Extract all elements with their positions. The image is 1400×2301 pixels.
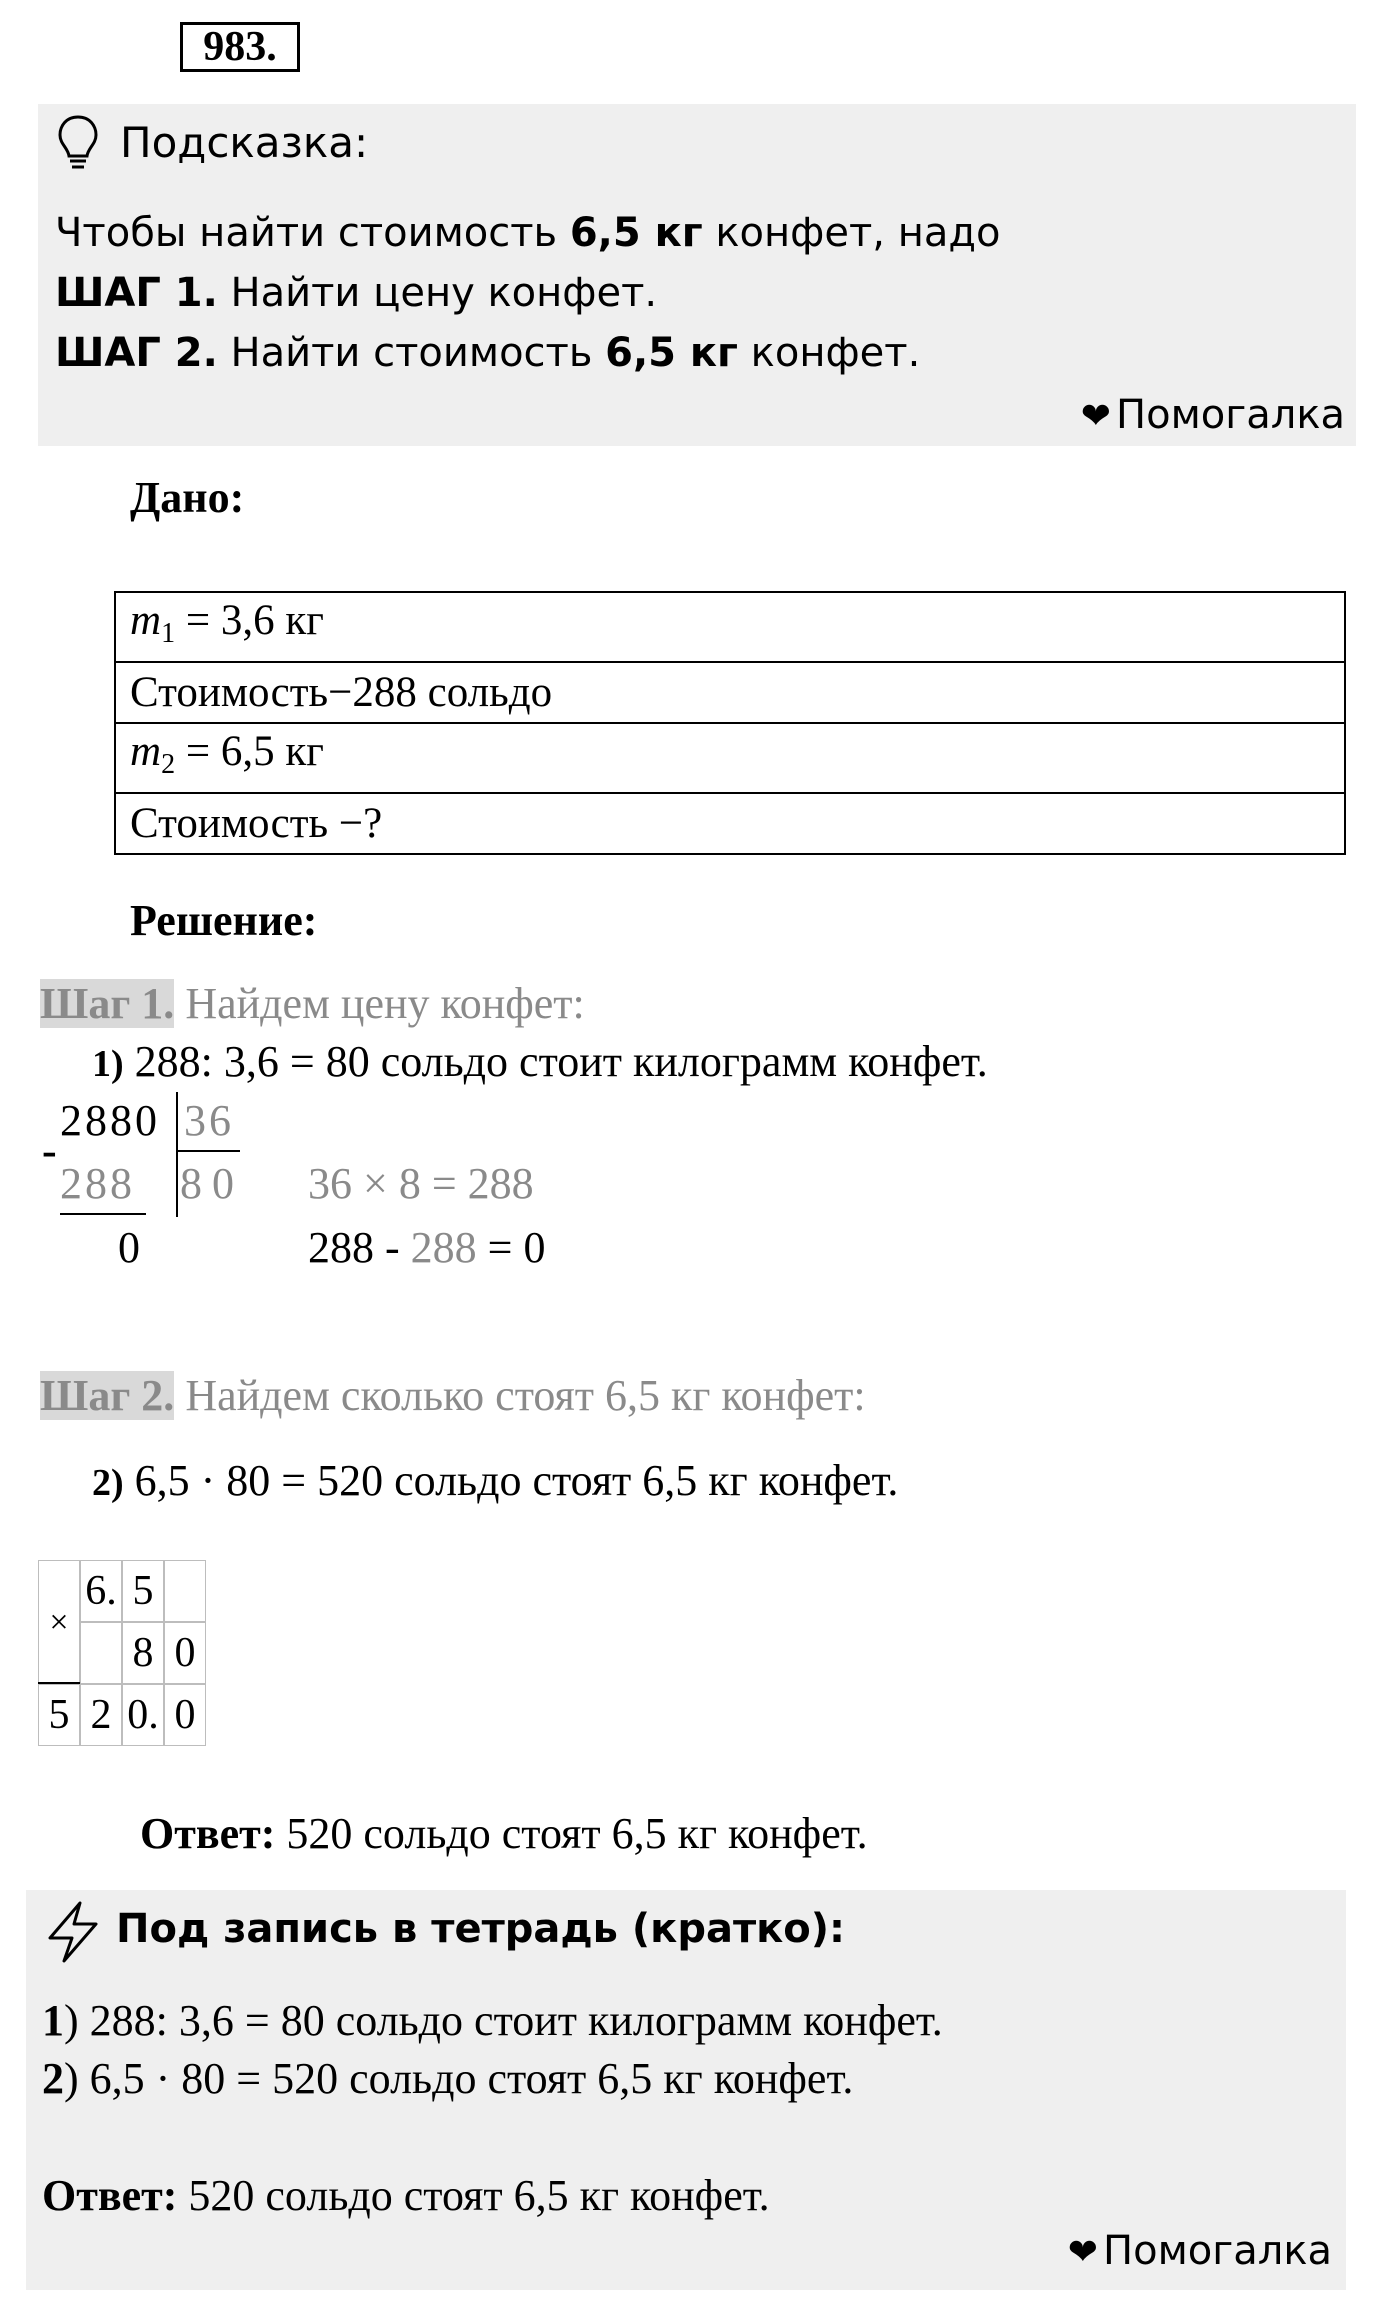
given-row: $m_2 = 6,5$ кг (115, 723, 1345, 793)
hint-line-1: Чтобы найти стоимость 6,5 кг конфет, надо (55, 210, 1001, 256)
notebook-line-1: 1) 288: 3,6 = 80 сольдо стоит килограмм конфет. (42, 1996, 943, 2045)
mult-cell: 5 (38, 1684, 80, 1746)
notebook-line-2: 2) 6,5 · 80 = 520 сольдо стоят 6,5 кг конфет. (42, 2054, 854, 2103)
division-underline (60, 1213, 146, 1215)
lightbulb-icon (56, 114, 100, 172)
division-dividend: 2880 (60, 1096, 160, 1145)
brand-label-1: ❤ Помогалка (1080, 392, 1345, 438)
heart-icon: ❤ (1067, 2232, 1098, 2273)
given-table (114, 591, 1346, 855)
division-check-2: 288 - 288 = 0 (308, 1223, 546, 1272)
step1-line: Шаг 1. Найдем цену конфет: (40, 979, 585, 1028)
division-subtrahend: 288 (60, 1159, 135, 1208)
mult-cell (164, 1560, 206, 1622)
lightning-icon (44, 1900, 102, 1964)
division-divisor: 36 (184, 1096, 234, 1145)
mult-cell: 0 (164, 1684, 206, 1746)
notebook-answer: Ответ: 520 сольдо стоят 6,5 кг конфет. (42, 2171, 770, 2220)
multiplication-grid (38, 1560, 214, 1750)
division-check-1: 36 × 8 = 288 (308, 1159, 534, 1208)
equation-1: 1) 288: 3,6 = 80 сольдо стоит килограмм конфет. (92, 1037, 988, 1086)
mult-cell: 5 (122, 1560, 164, 1622)
brand-label-2: ❤ Помогалка (1067, 2228, 1332, 2274)
division-remainder: 0 (118, 1223, 140, 1272)
division-vertical-line (176, 1092, 178, 1217)
given-row: Стоимость−288 сольдо (115, 662, 1345, 723)
mult-cell: 2 (80, 1684, 122, 1746)
mult-cell: 0. (122, 1684, 164, 1746)
multiplication-sign: × (38, 1560, 80, 1684)
division-quotient: 80 (180, 1159, 244, 1208)
solution-heading: Решение: (130, 896, 318, 945)
heart-icon: ❤ (1080, 396, 1111, 437)
equation-2: 2) 6,5 · 80 = 520 сольдо стоят 6,5 кг конфет. (92, 1456, 899, 1505)
division-divisor-line (178, 1150, 240, 1152)
division-minus: - (42, 1126, 57, 1175)
given-row: Стоимость −? (115, 793, 1345, 854)
mult-cell (80, 1622, 122, 1684)
hint-line-3: ШАГ 2. Найти стоимость 6,5 кг конфет. (55, 330, 921, 376)
hint-line-2: ШАГ 1. Найти цену конфет. (55, 270, 658, 316)
answer-line: Ответ: 520 сольдо стоят 6,5 кг конфет. (140, 1809, 868, 1858)
notebook-title: Под запись в тетрадь (кратко): (116, 1906, 846, 1952)
task-number: 983. (180, 22, 300, 72)
mult-cell: 8 (122, 1622, 164, 1684)
given-heading: Дано: (130, 473, 245, 522)
given-row: $m_1 = 3,6$ кг (115, 592, 1345, 662)
step2-line: Шаг 2. Найдем сколько стоят 6,5 кг конфет: (40, 1371, 866, 1420)
mult-cell: 0 (164, 1622, 206, 1684)
hint-title: Подсказка: (120, 118, 369, 167)
mult-cell: 6. (80, 1560, 122, 1622)
